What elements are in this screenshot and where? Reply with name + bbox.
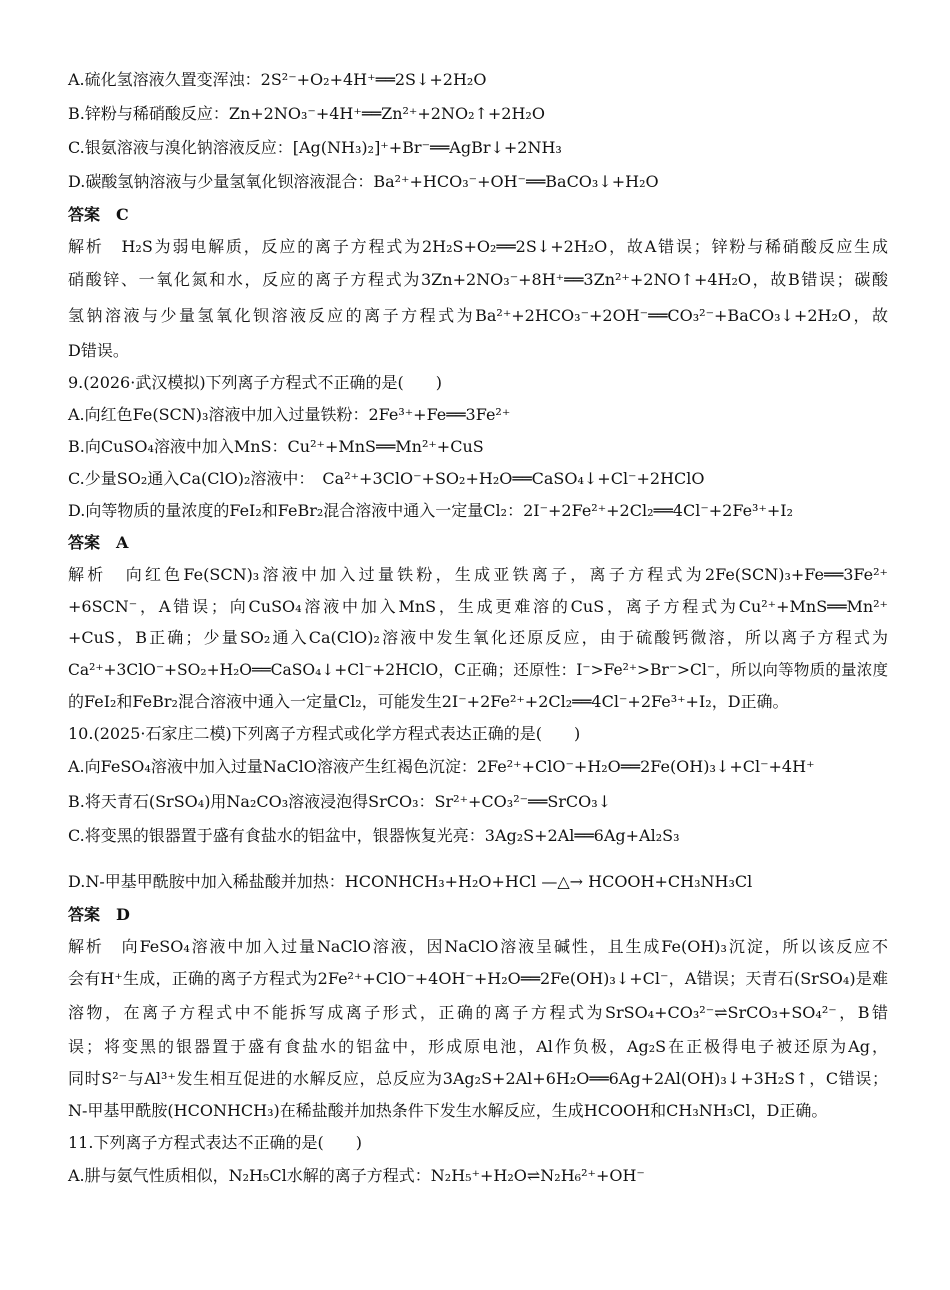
- question-stem: 11.下列离子方程式表达不正确的是( ): [68, 1133, 362, 1152]
- explanation-line: 误；将变黑的银器置于盛有食盐水的铝盆中，形成原电池，Al作负极，Ag₂S在正极得电子被还原为Ag，: [68, 1037, 888, 1056]
- option-line: C.少量SO₂通入Ca(ClO)₂溶液中： Ca²⁺+3ClO⁻+SO₂+H₂O══CaSO₄↓+Cl⁻+2HClO: [68, 469, 705, 488]
- explanation-line: 硝酸锌、一氧化氮和水，反应的离子方程式为3Zn+2NO₃⁻+8H⁺══3Zn²⁺+2NO↑+4H₂O，故B错误；碳酸: [68, 270, 888, 289]
- answer-line: 答案 D: [68, 905, 130, 924]
- question-stem: 9.(2026·武汉模拟)下列离子方程式不正确的是( ): [68, 373, 443, 392]
- option-line: A.向FeSO₄溶液中加入过量NaClO溶液产生红褐色沉淀：2Fe²⁺+ClO⁻+H₂O══2Fe(OH)₃↓+Cl⁻+4H⁺: [68, 757, 815, 776]
- explanation-line: 解析 H₂S为弱电解质，反应的离子方程式为2H₂S+O₂══2S↓+2H₂O，故A错误；锌粉与稀硝酸反应生成: [68, 237, 888, 256]
- option-line: B.将天青石(SrSO₄)用Na₂CO₃溶液浸泡得SrCO₃：Sr²⁺+CO₃²⁻══SrCO₃↓: [68, 792, 612, 811]
- option-line: A.硫化氢溶液久置变浑浊：2S²⁻+O₂+4H⁺══2S↓+2H₂O: [68, 70, 487, 89]
- explanation-line: 解析 向FeSO₄溶液中加入过量NaClO溶液，因NaClO溶液呈碱性，且生成Fe(OH)₃沉淀，所以该反应不: [68, 937, 888, 956]
- explanation-line: 同时S²⁻与Al³⁺发生相互促进的水解反应，总反应为3Ag₂S+2Al+6H₂O══6Ag+2Al(OH)₃↓+3H₂S↑，C错误；: [68, 1069, 888, 1088]
- option-line: A.肼与氨气性质相似，N₂H₅Cl水解的离子方程式：N₂H₅⁺+H₂O⇌N₂H₆²⁺+OH⁻: [68, 1166, 645, 1185]
- option-line: C.将变黑的银器置于盛有食盐水的铝盆中，银器恢复光亮：3Ag₂S+2Al══6Ag+Al₂S₃: [68, 826, 680, 845]
- option-line: D.N-甲基甲酰胺中加入稀盐酸并加热：HCONHCH₃+H₂O+HCl —△→ HCOOH+CH₃NH₃Cl: [68, 872, 753, 891]
- explanation-line: 氢钠溶液与少量氢氧化钡溶液反应的离子方程式为Ba²⁺+2HCO₃⁻+2OH⁻══CO₃²⁻+BaCO₃↓+2H₂O，故: [68, 306, 888, 325]
- explanation-line: 会有H⁺生成，正确的离子方程式为2Fe²⁺+ClO⁻+4OH⁻+H₂O══2Fe(OH)₃↓+Cl⁻，A错误；天青石(SrSO₄)是难: [68, 969, 888, 988]
- explanation-line: 的FeI₂和FeBr₂混合溶液中通入一定量Cl₂，可能发生2I⁻+2Fe²⁺+2Cl₂══4Cl⁻+2Fe³⁺+I₂，D正确。: [68, 692, 789, 711]
- question-stem: 10.(2025·石家庄二模)下列离子方程式或化学方程式表达正确的是( ): [68, 724, 581, 743]
- explanation-line: 解析 向红色Fe(SCN)₃溶液中加入过量铁粉，生成亚铁离子，离子方程式为2Fe(SCN)₃+Fe══3Fe²⁺: [68, 565, 888, 584]
- option-line: B.锌粉与稀硝酸反应：Zn+2NO₃⁻+4H⁺══Zn²⁺+2NO₂↑+2H₂O: [68, 104, 545, 123]
- explanation-line: 溶物，在离子方程式中不能拆写成离子形式，正确的离子方程式为SrSO₄+CO₃²⁻⇌SrCO₃+SO₄²⁻，B错: [68, 1003, 888, 1022]
- explanation-line: +CuS，B正确；少量SO₂通入Ca(ClO)₂溶液中发生氧化还原反应，由于硫酸钙微溶，所以离子方程式为: [68, 628, 888, 647]
- option-line: B.向CuSO₄溶液中加入MnS：Cu²⁺+MnS══Mn²⁺+CuS: [68, 437, 484, 456]
- explanation-line: D错误。: [68, 341, 129, 360]
- explanation-line: N-甲基甲酰胺(HCONHCH₃)在稀盐酸并加热条件下发生水解反应，生成HCOOH和CH₃NH₃Cl，D正确。: [68, 1101, 828, 1120]
- option-line: A.向红色Fe(SCN)₃溶液中加入过量铁粉：2Fe³⁺+Fe══3Fe²⁺: [68, 405, 511, 424]
- answer-line: 答案 A: [68, 533, 129, 552]
- option-line: C.银氨溶液与溴化钠溶液反应：[Ag(NH₃)₂]⁺+Br⁻══AgBr↓+2NH₃: [68, 138, 562, 157]
- option-line: D.碳酸氢钠溶液与少量氢氧化钡溶液混合：Ba²⁺+HCO₃⁻+OH⁻══BaCO₃↓+H₂O: [68, 172, 659, 191]
- option-line: D.向等物质的量浓度的FeI₂和FeBr₂混合溶液中通入一定量Cl₂：2I⁻+2Fe²⁺+2Cl₂══4Cl⁻+2Fe³⁺+I₂: [68, 501, 794, 520]
- answer-line: 答案 C: [68, 205, 129, 224]
- explanation-line: Ca²⁺+3ClO⁻+SO₂+H₂O══CaSO₄↓+Cl⁻+2HClO，C正确；还原性：I⁻>Fe²⁺>Br⁻>Cl⁻，所以向等物质的量浓度: [68, 661, 888, 679]
- explanation-line: +6SCN⁻，A错误；向CuSO₄溶液中加入MnS，生成更难溶的CuS，离子方程式为Cu²⁺+MnS══Mn²⁺: [68, 597, 888, 616]
